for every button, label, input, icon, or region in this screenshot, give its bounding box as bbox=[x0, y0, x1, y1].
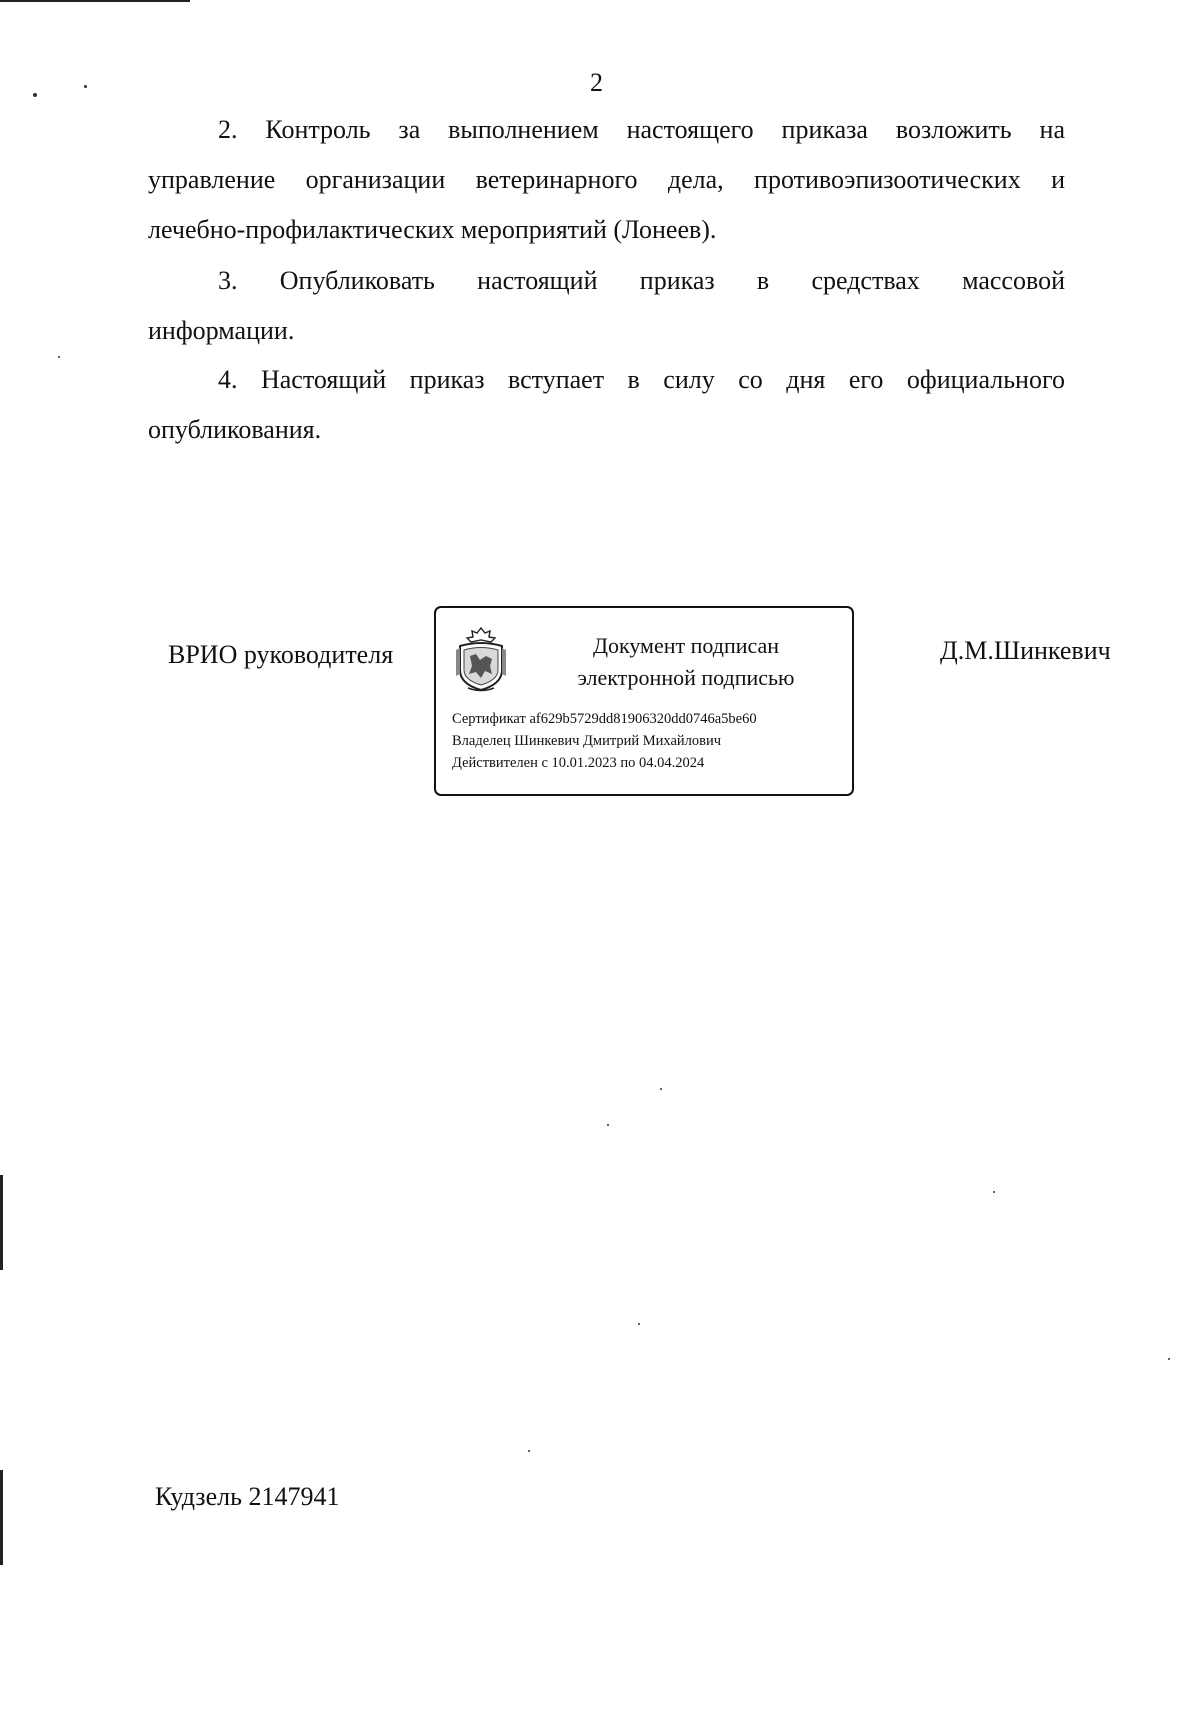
coat-of-arms-icon bbox=[454, 626, 508, 692]
stamp-heading bbox=[536, 630, 836, 694]
scan-speck bbox=[84, 85, 87, 88]
scan-top-edge-line bbox=[0, 0, 190, 2]
scan-speck bbox=[638, 1323, 640, 1325]
signer-position-title: ВРИО руководителя bbox=[168, 640, 394, 669]
scan-left-edge-line-2 bbox=[0, 1470, 3, 1565]
executor-name-phone: Кудзель 2147941 bbox=[155, 1482, 340, 1511]
paragraph-2 bbox=[148, 105, 1065, 255]
stamp-heading-line-2: электронной подписью bbox=[577, 665, 795, 690]
paragraph-4-line-2: опубликования. bbox=[148, 415, 322, 444]
scan-speck bbox=[607, 1124, 609, 1126]
scan-left-edge-line-1 bbox=[0, 1175, 3, 1270]
scan-speck bbox=[58, 356, 60, 358]
paragraph-2-line-2: управление организации ветеринарного дела, противоэпизоотических и bbox=[148, 165, 1065, 194]
scan-speck bbox=[660, 1088, 662, 1090]
page-number: 2 bbox=[590, 68, 603, 97]
stamp-owner: Владелец Шинкевич Дмитрий Михайлович bbox=[452, 733, 722, 749]
paragraph-3-line-2: информации. bbox=[148, 316, 295, 345]
stamp-details bbox=[452, 708, 757, 774]
paragraph-3 bbox=[148, 256, 1065, 356]
electronic-signature-stamp bbox=[434, 606, 854, 796]
scan-speck bbox=[528, 1450, 530, 1452]
stamp-certificate: Сертификат af629b5729dd81906320dd0746a5be60 bbox=[452, 711, 757, 727]
paragraph-4-line-1: 4. Настоящий приказ вступает в силу со дня его официального bbox=[218, 365, 1065, 394]
paragraph-2-line-1: 2. Контроль за выполнением настоящего приказа возложить на bbox=[218, 115, 1065, 144]
scan-speck bbox=[993, 1191, 995, 1193]
scan-speck bbox=[1168, 1358, 1170, 1360]
stamp-heading-line-1: Документ подписан bbox=[592, 633, 780, 658]
paragraph-4 bbox=[148, 355, 1065, 455]
signer-name: Д.М.Шинкевич bbox=[940, 636, 1111, 665]
stamp-validity: Действителен с 10.01.2023 по 04.04.2024 bbox=[452, 755, 705, 771]
paragraph-2-line-3: лечебно-профилактических мероприятий (Лонеев). bbox=[148, 215, 717, 244]
paragraph-3-line-1: 3. Опубликовать настоящий приказ в средствах массовой bbox=[218, 266, 1065, 295]
scan-speck bbox=[33, 93, 37, 97]
